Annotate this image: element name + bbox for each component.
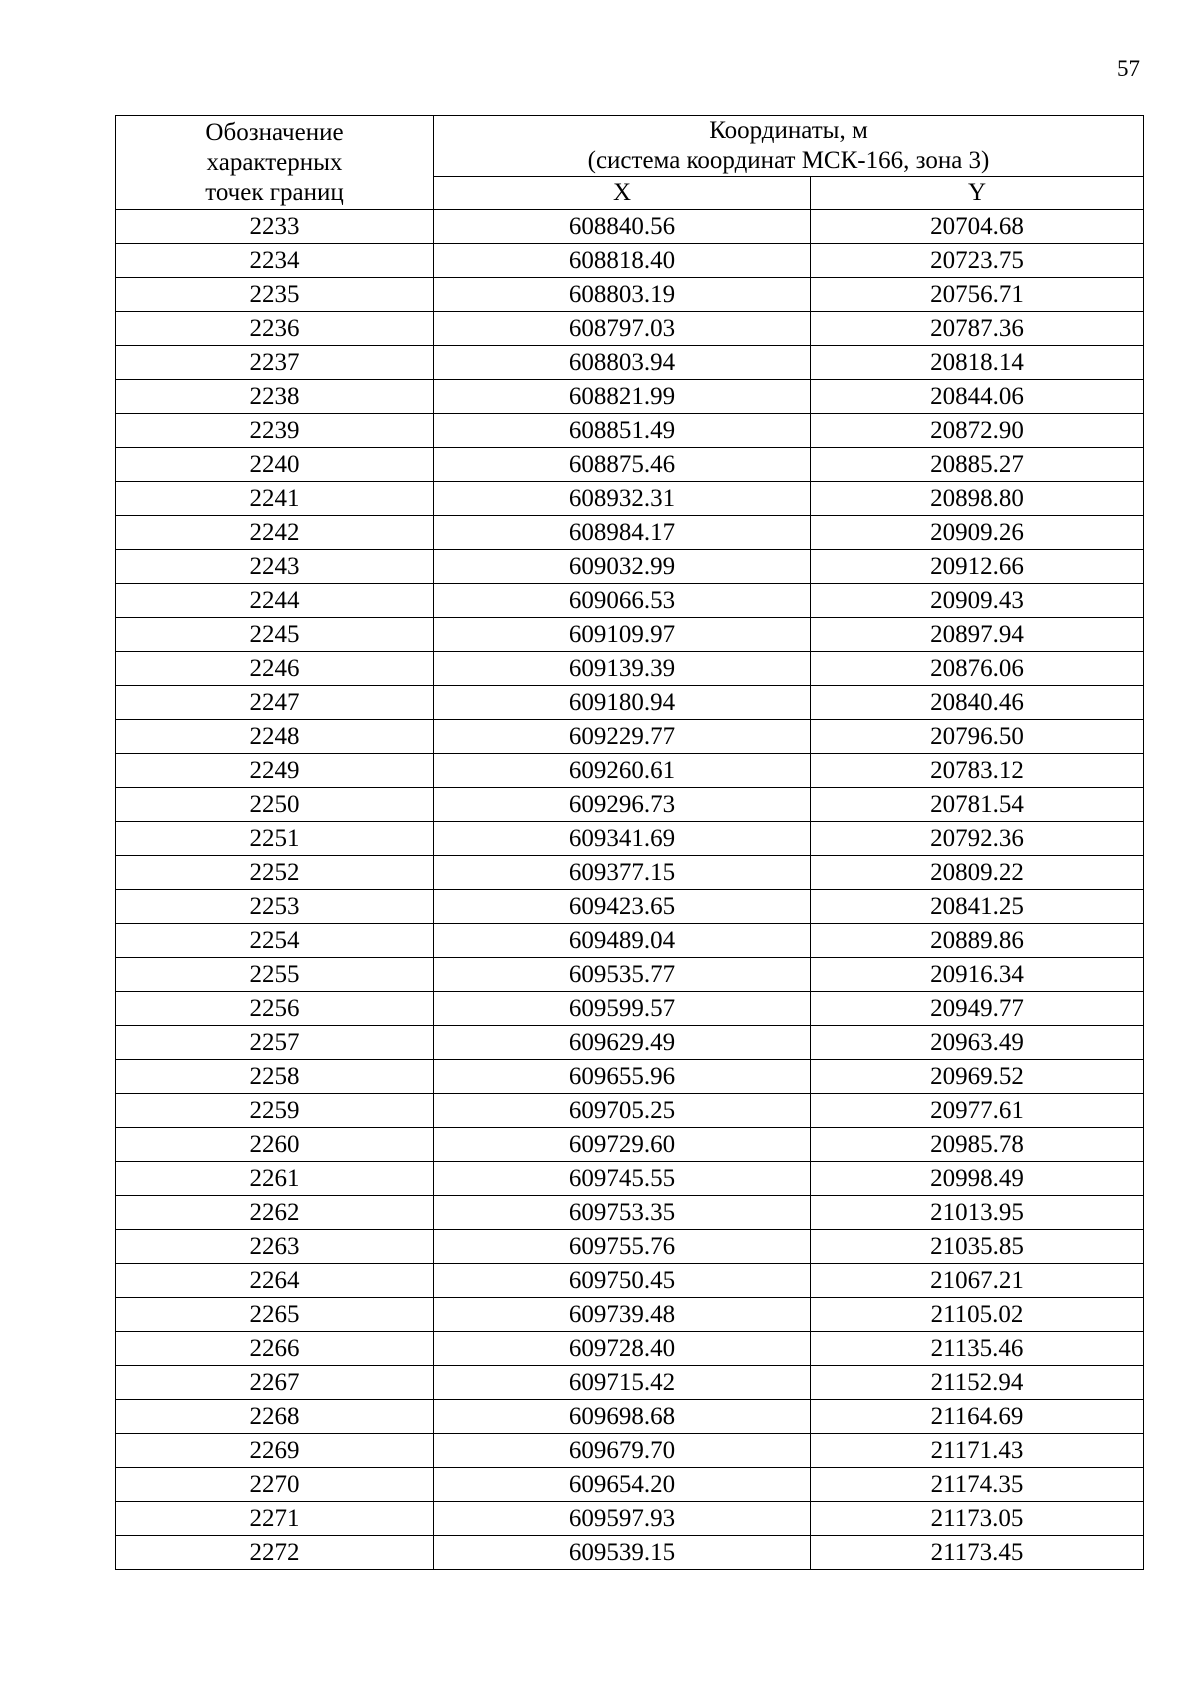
x-cell: 609654.20	[434, 1468, 811, 1502]
header-points-line: Обозначение	[205, 118, 344, 146]
x-cell: 609489.04	[434, 924, 811, 958]
y-cell: 21174.35	[811, 1468, 1144, 1502]
point-cell: 2243	[116, 550, 434, 584]
coordinates-table	[115, 115, 1144, 1570]
x-cell: 609341.69	[434, 822, 811, 856]
y-cell: 20781.54	[811, 788, 1144, 822]
table-row	[116, 1128, 1144, 1162]
y-cell: 20916.34	[811, 958, 1144, 992]
point-cell: 2248	[116, 720, 434, 754]
point-cell: 2264	[116, 1264, 434, 1298]
y-cell: 21173.45	[811, 1536, 1144, 1570]
y-cell: 20977.61	[811, 1094, 1144, 1128]
table-row	[116, 1230, 1144, 1264]
y-cell: 21173.05	[811, 1502, 1144, 1536]
y-cell: 20792.36	[811, 822, 1144, 856]
x-cell: 609597.93	[434, 1502, 811, 1536]
table-row	[116, 550, 1144, 584]
x-cell: 609728.40	[434, 1332, 811, 1366]
table-row	[116, 1332, 1144, 1366]
x-cell: 609739.48	[434, 1298, 811, 1332]
table-row	[116, 618, 1144, 652]
y-cell: 20912.66	[811, 550, 1144, 584]
y-cell: 20985.78	[811, 1128, 1144, 1162]
table-header	[116, 116, 1144, 210]
header-points-line: точек границ	[205, 178, 344, 206]
point-cell: 2234	[116, 244, 434, 278]
table-row	[116, 380, 1144, 414]
x-cell: 609705.25	[434, 1094, 811, 1128]
x-cell: 609750.45	[434, 1264, 811, 1298]
x-cell: 609066.53	[434, 584, 811, 618]
y-cell: 20840.46	[811, 686, 1144, 720]
point-cell: 2246	[116, 652, 434, 686]
y-cell: 20787.36	[811, 312, 1144, 346]
x-cell: 608803.94	[434, 346, 811, 380]
y-cell: 20885.27	[811, 448, 1144, 482]
table-row	[116, 448, 1144, 482]
y-cell: 20796.50	[811, 720, 1144, 754]
point-cell: 2270	[116, 1468, 434, 1502]
y-cell: 21067.21	[811, 1264, 1144, 1298]
x-cell: 609377.15	[434, 856, 811, 890]
x-cell: 609745.55	[434, 1162, 811, 1196]
point-cell: 2236	[116, 312, 434, 346]
x-cell: 609655.96	[434, 1060, 811, 1094]
point-cell: 2267	[116, 1366, 434, 1400]
x-cell: 609753.35	[434, 1196, 811, 1230]
x-cell: 608803.19	[434, 278, 811, 312]
y-cell: 21171.43	[811, 1434, 1144, 1468]
table-row	[116, 210, 1144, 244]
header-points-line: характерных	[206, 148, 343, 176]
point-cell: 2250	[116, 788, 434, 822]
point-cell: 2245	[116, 618, 434, 652]
point-cell: 2237	[116, 346, 434, 380]
x-cell: 609180.94	[434, 686, 811, 720]
x-cell: 609715.42	[434, 1366, 811, 1400]
point-cell: 2242	[116, 516, 434, 550]
point-cell: 2239	[116, 414, 434, 448]
table-row	[116, 924, 1144, 958]
x-cell: 608818.40	[434, 244, 811, 278]
table-row	[116, 1468, 1144, 1502]
table-row	[116, 788, 1144, 822]
y-cell: 20909.26	[811, 516, 1144, 550]
table-row	[116, 958, 1144, 992]
header-coords-line: (система координат МСК-166, зона 3)	[587, 147, 990, 174]
point-cell: 2259	[116, 1094, 434, 1128]
point-cell: 2268	[116, 1400, 434, 1434]
x-cell: 609755.76	[434, 1230, 811, 1264]
table-row	[116, 312, 1144, 346]
x-cell: 609539.15	[434, 1536, 811, 1570]
x-cell: 609679.70	[434, 1434, 811, 1468]
table-row	[116, 1434, 1144, 1468]
x-cell: 609109.97	[434, 618, 811, 652]
y-cell: 20949.77	[811, 992, 1144, 1026]
x-cell: 609423.65	[434, 890, 811, 924]
header-coordinates-label	[434, 116, 1144, 177]
x-cell: 609698.68	[434, 1400, 811, 1434]
point-cell: 2240	[116, 448, 434, 482]
x-cell: 608851.49	[434, 414, 811, 448]
x-cell: 609229.77	[434, 720, 811, 754]
point-cell: 2253	[116, 890, 434, 924]
y-cell: 21135.46	[811, 1332, 1144, 1366]
table-row	[116, 652, 1144, 686]
y-cell: 20998.49	[811, 1162, 1144, 1196]
x-cell: 609296.73	[434, 788, 811, 822]
table-row	[116, 244, 1144, 278]
point-cell: 2269	[116, 1434, 434, 1468]
point-cell: 2258	[116, 1060, 434, 1094]
x-cell: 609599.57	[434, 992, 811, 1026]
point-cell: 2271	[116, 1502, 434, 1536]
table-row	[116, 1502, 1144, 1536]
point-cell: 2252	[116, 856, 434, 890]
table-row	[116, 1366, 1144, 1400]
x-cell: 609729.60	[434, 1128, 811, 1162]
x-cell: 608840.56	[434, 210, 811, 244]
table-row	[116, 584, 1144, 618]
page-number: 57	[1117, 56, 1140, 81]
y-cell: 20898.80	[811, 482, 1144, 516]
table-row	[116, 1162, 1144, 1196]
point-cell: 2263	[116, 1230, 434, 1264]
table-row	[116, 482, 1144, 516]
x-cell: 608875.46	[434, 448, 811, 482]
table-row	[116, 1264, 1144, 1298]
point-cell: 2272	[116, 1536, 434, 1570]
header-y: Y	[811, 177, 1144, 210]
y-cell: 20841.25	[811, 890, 1144, 924]
y-cell: 20809.22	[811, 856, 1144, 890]
y-cell: 20756.71	[811, 278, 1144, 312]
y-cell: 20872.90	[811, 414, 1144, 448]
point-cell: 2260	[116, 1128, 434, 1162]
table-row	[116, 1400, 1144, 1434]
table-row	[116, 686, 1144, 720]
y-cell: 20704.68	[811, 210, 1144, 244]
x-cell: 609629.49	[434, 1026, 811, 1060]
x-cell: 609139.39	[434, 652, 811, 686]
y-cell: 21105.02	[811, 1298, 1144, 1332]
y-cell: 20723.75	[811, 244, 1144, 278]
table-row	[116, 1196, 1144, 1230]
x-cell: 608821.99	[434, 380, 811, 414]
table-row	[116, 856, 1144, 890]
y-cell: 21164.69	[811, 1400, 1144, 1434]
point-cell: 2255	[116, 958, 434, 992]
x-cell: 609535.77	[434, 958, 811, 992]
table-row	[116, 822, 1144, 856]
y-cell: 20818.14	[811, 346, 1144, 380]
point-cell: 2256	[116, 992, 434, 1026]
point-cell: 2265	[116, 1298, 434, 1332]
table-row	[116, 890, 1144, 924]
point-cell: 2241	[116, 482, 434, 516]
point-cell: 2257	[116, 1026, 434, 1060]
header-points-label	[116, 116, 434, 210]
table-row	[116, 1026, 1144, 1060]
table-row	[116, 754, 1144, 788]
y-cell: 20897.94	[811, 618, 1144, 652]
y-cell: 20876.06	[811, 652, 1144, 686]
table-body	[116, 210, 1144, 1570]
point-cell: 2244	[116, 584, 434, 618]
y-cell: 20909.43	[811, 584, 1144, 618]
table-row	[116, 1536, 1144, 1570]
table-row	[116, 516, 1144, 550]
point-cell: 2247	[116, 686, 434, 720]
y-cell: 21152.94	[811, 1366, 1144, 1400]
x-cell: 608984.17	[434, 516, 811, 550]
point-cell: 2238	[116, 380, 434, 414]
x-cell: 608932.31	[434, 482, 811, 516]
y-cell: 20844.06	[811, 380, 1144, 414]
y-cell: 21035.85	[811, 1230, 1144, 1264]
y-cell: 20783.12	[811, 754, 1144, 788]
x-cell: 609032.99	[434, 550, 811, 584]
point-cell: 2249	[116, 754, 434, 788]
y-cell: 20963.49	[811, 1026, 1144, 1060]
x-cell: 609260.61	[434, 754, 811, 788]
table-row	[116, 1094, 1144, 1128]
point-cell: 2261	[116, 1162, 434, 1196]
y-cell: 20889.86	[811, 924, 1144, 958]
header-coords-line: Координаты, м	[709, 117, 868, 144]
table-row	[116, 278, 1144, 312]
y-cell: 21013.95	[811, 1196, 1144, 1230]
table-row	[116, 992, 1144, 1026]
point-cell: 2262	[116, 1196, 434, 1230]
point-cell: 2233	[116, 210, 434, 244]
x-cell: 608797.03	[434, 312, 811, 346]
table-row	[116, 414, 1144, 448]
table-row	[116, 346, 1144, 380]
table-row	[116, 1060, 1144, 1094]
table-row	[116, 1298, 1144, 1332]
point-cell: 2254	[116, 924, 434, 958]
header-x: X	[434, 177, 811, 210]
y-cell: 20969.52	[811, 1060, 1144, 1094]
point-cell: 2235	[116, 278, 434, 312]
point-cell: 2251	[116, 822, 434, 856]
table-row	[116, 720, 1144, 754]
point-cell: 2266	[116, 1332, 434, 1366]
